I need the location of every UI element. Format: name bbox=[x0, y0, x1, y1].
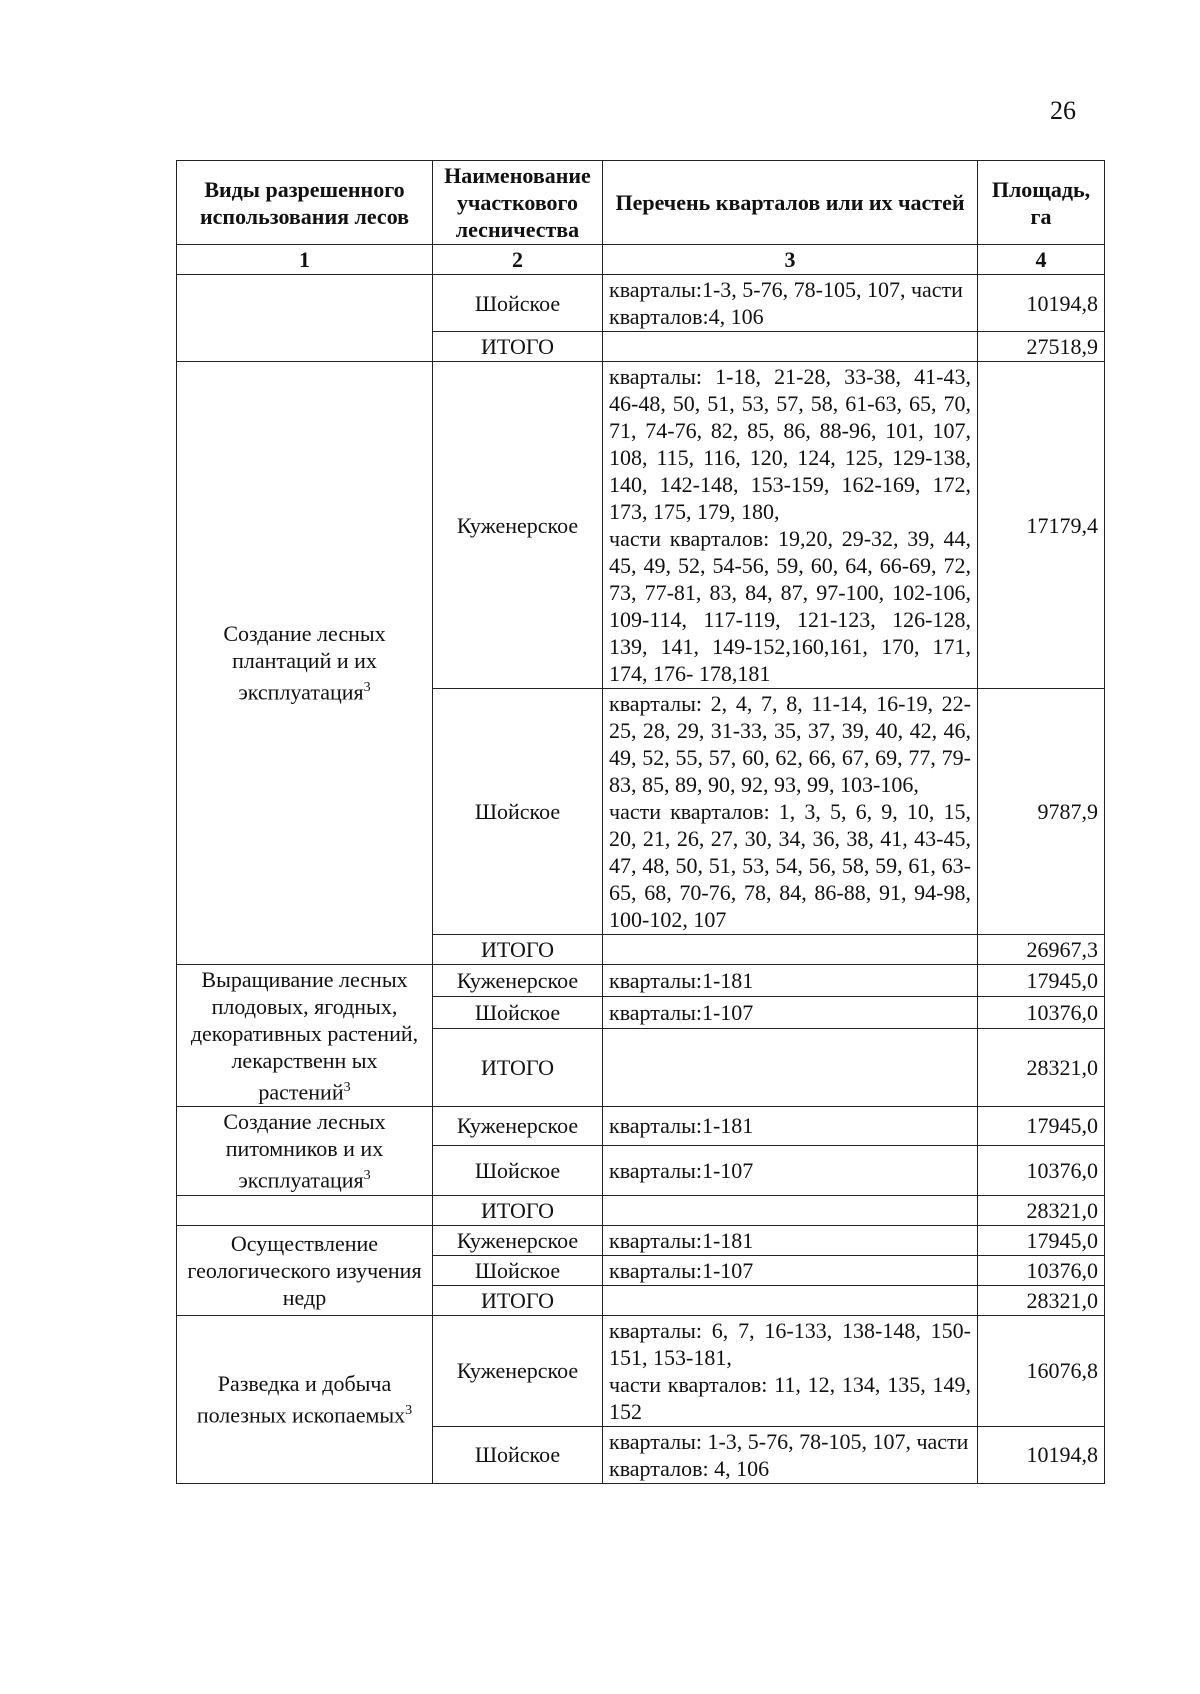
use-type-text: Выращивание лесных плодовых, ягодных, декоративных растений, лекарственн ых растений bbox=[190, 967, 419, 1105]
area-value: 16076,8 bbox=[978, 1315, 1105, 1426]
forestry-name: Куженерское bbox=[433, 1315, 603, 1426]
total-label: ИТОГО bbox=[433, 1195, 603, 1225]
column-number: 3 bbox=[603, 245, 978, 275]
header-row bbox=[177, 161, 1105, 245]
total-label: ИТОГО bbox=[433, 1285, 603, 1315]
total-row bbox=[177, 1195, 1105, 1225]
quarters-list: кварталы:1-107 bbox=[603, 997, 978, 1029]
footnote-mark: 3 bbox=[363, 680, 371, 696]
forestry-name: Куженерское bbox=[433, 1107, 603, 1145]
area-value: 28321,0 bbox=[978, 1029, 1105, 1107]
forestry-name: Шойское bbox=[433, 689, 603, 935]
area-value: 10376,0 bbox=[978, 997, 1105, 1029]
column-number: 4 bbox=[978, 245, 1105, 275]
area-value: 27518,9 bbox=[978, 332, 1105, 362]
quarters-list: кварталы:1-3, 5-76, 78-105, 107, части кварталов:4, 106 bbox=[603, 275, 978, 332]
area-value: 17179,4 bbox=[978, 362, 1105, 689]
column-number: 1 bbox=[177, 245, 433, 275]
forestry-name: Куженерское bbox=[433, 362, 603, 689]
use-type-cell bbox=[177, 965, 433, 1107]
total-label: ИТОГО bbox=[433, 332, 603, 362]
table-row bbox=[177, 275, 1105, 332]
header-forestry-name: Наименование участкового лесничества bbox=[433, 161, 603, 245]
area-value: 10194,8 bbox=[978, 275, 1105, 332]
header-quarters-list: Перечень кварталов или их частей bbox=[603, 161, 978, 245]
use-type-cell: Осуществление геологического изучения недр bbox=[177, 1225, 433, 1315]
quarters-text: кварталы: 2, 4, 7, 8, 11-14, 16-19, 22-25, 28, 29, 31-33, 35, 37, 39, 40, 42, 46, 49, 52, 55, 57, 60, 62, 66, 67, 69, 77, 79- 83, 85, 89, 90, 92, 93, 99, 103-106, bbox=[609, 691, 971, 797]
total-label: ИТОГО bbox=[433, 1029, 603, 1107]
table-row bbox=[177, 362, 1105, 689]
use-type-cell bbox=[177, 1315, 433, 1483]
quarters-list: кварталы:1-107 bbox=[603, 1255, 978, 1285]
quarters-list: кварталы:1-181 bbox=[603, 1225, 978, 1255]
quarters-list bbox=[603, 1029, 978, 1107]
column-number-row bbox=[177, 245, 1105, 275]
area-value: 26967,3 bbox=[978, 935, 1105, 965]
forestry-name: Куженерское bbox=[433, 965, 603, 997]
use-type-cell bbox=[177, 1107, 433, 1195]
forestry-name: Шойское bbox=[433, 1426, 603, 1483]
area-value: 28321,0 bbox=[978, 1285, 1105, 1315]
area-value: 17945,0 bbox=[978, 965, 1105, 997]
area-value: 28321,0 bbox=[978, 1195, 1105, 1225]
column-number: 2 bbox=[433, 245, 603, 275]
partial-quarters-text: части кварталов: 1, 3, 5, 6, 9, 10, 15, 20, 21, 26, 27, 30, 34, 36, 38, 41, 43-45, 47, 48, 50, 51, 53, 54, 56, 58, 59, 61, 63-65, 68, 70-76, 78, 84, 86-88, 91, 94-98, 100-102, 107 bbox=[609, 799, 971, 932]
header-use-type: Виды разрешенного использования лесов bbox=[177, 161, 433, 245]
footnote-mark: 3 bbox=[405, 1402, 413, 1418]
use-type-cell bbox=[177, 362, 433, 965]
table-row bbox=[177, 1315, 1105, 1426]
quarters-list bbox=[603, 689, 978, 935]
quarters-list bbox=[603, 1195, 978, 1225]
use-type-text: Создание лесных питомников и их эксплуатация bbox=[223, 1109, 386, 1193]
forestry-name: Шойское bbox=[433, 997, 603, 1029]
table-row bbox=[177, 965, 1105, 997]
forest-use-table bbox=[176, 160, 1105, 1484]
forestry-name: Шойское bbox=[433, 1145, 603, 1195]
quarters-list bbox=[603, 1285, 978, 1315]
quarters-list bbox=[603, 1315, 978, 1426]
quarters-list: кварталы:1-181 bbox=[603, 965, 978, 997]
area-value: 10194,8 bbox=[978, 1426, 1105, 1483]
page-number: 26 bbox=[1050, 96, 1076, 125]
area-value: 17945,0 bbox=[978, 1107, 1105, 1145]
area-value: 17945,0 bbox=[978, 1225, 1105, 1255]
quarters-list: кварталы:1-107 bbox=[603, 1145, 978, 1195]
partial-quarters-text: части кварталов: 11, 12, 134, 135, 149, 152 bbox=[609, 1371, 971, 1424]
forestry-name: Шойское bbox=[433, 1255, 603, 1285]
footnote-mark: 3 bbox=[363, 1168, 371, 1184]
quarters-text: кварталы: 6, 7, 16-133, 138-148, 150-151, 153-181, bbox=[609, 1317, 971, 1370]
quarters-list: кварталы: 1-3, 5-76, 78-105, 107, части кварталов: 4, 106 bbox=[603, 1426, 978, 1483]
table-row bbox=[177, 1225, 1105, 1255]
quarters-list: кварталы:1-181 bbox=[603, 1107, 978, 1145]
area-value: 10376,0 bbox=[978, 1255, 1105, 1285]
quarters-list bbox=[603, 332, 978, 362]
area-value: 9787,9 bbox=[978, 689, 1105, 935]
table-row bbox=[177, 1107, 1105, 1145]
header-area: Площадь, га bbox=[978, 161, 1105, 245]
forestry-name: Шойское bbox=[433, 275, 603, 332]
area-value: 10376,0 bbox=[978, 1145, 1105, 1195]
use-type-text: Разведка и добыча полезных ископаемых bbox=[196, 1370, 406, 1428]
quarters-list bbox=[603, 362, 978, 689]
forestry-name: Куженерское bbox=[433, 1225, 603, 1255]
quarters-text: кварталы: 1-18, 21-28, 33-38, 41-43, 46-48, 50, 51, 53, 57, 58, 61-63, 65, 70, 71, 74-76, 82, 85, 86, 88-96, 101, 107, 108, 115, 116, 120, 124, 125, 129-138, 140, 142-148, 153-159, 162-169, 172, 173, 175, 179, 180, bbox=[609, 364, 971, 524]
use-type-cell bbox=[177, 275, 433, 362]
total-label: ИТОГО bbox=[433, 935, 603, 965]
partial-quarters-text: части кварталов: 19,20, 29-32, 39, 44, 45, 49, 52, 54-56, 59, 60, 64, 66-69, 72, 73, 77-81, 83, 84, 87, 97-100, 102-106, 109-114, 117-119, 121-123, 126-128, 139, 141, 149-152,160,161, 170, 171, 174, 176- 178,181 bbox=[609, 526, 971, 686]
use-type-cell bbox=[177, 1195, 433, 1225]
use-type-text: Создание лесных плантаций и их эксплуатация bbox=[223, 621, 386, 705]
quarters-list bbox=[603, 935, 978, 965]
footnote-mark: 3 bbox=[343, 1080, 351, 1095]
